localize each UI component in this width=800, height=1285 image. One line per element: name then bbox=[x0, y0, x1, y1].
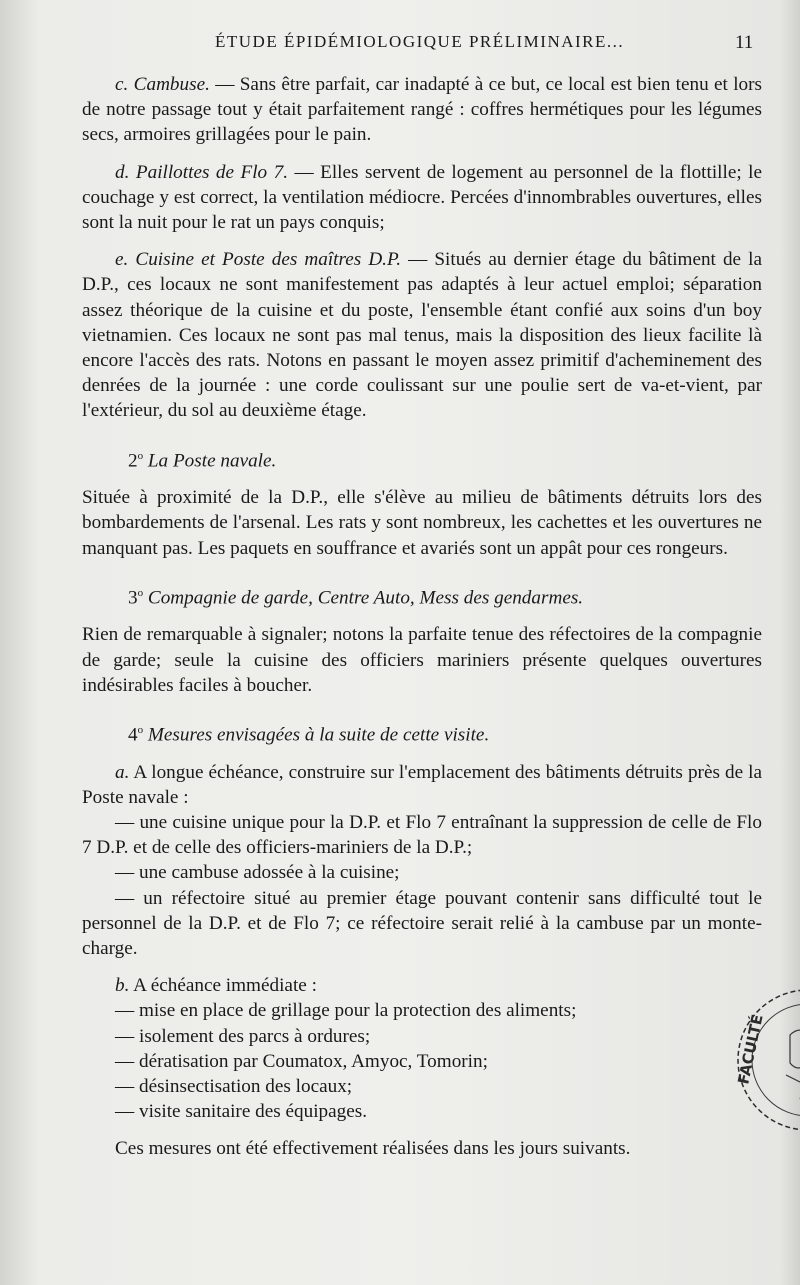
measure-b-item: — mise en place de grillage pour la protection des aliments; bbox=[115, 1000, 577, 1022]
section-text-3: Rien de remarquable à signaler; notons la parfaite tenue des réfectoires de la compagnie de garde; seule la cuisine des officiers mariniers présente quelques ouvertures indésirables faciles à boucher. bbox=[82, 624, 762, 696]
measure-b-item: — désinsectisation des locaux; bbox=[115, 1076, 353, 1098]
paragraph-text: — Situés au dernier étage du bâtiment de la D.P., ces locaux ne sont manifestement pas adaptés à leur actuel emploi; séparation assez théorique de la cuisine et du poste, l'ensemble étant confié aux soins d'un boy vietnamien. Ces locaux ne sont pas mal tenus, mais la disposition des lieux facilite là encore l'accès des rats. Notons en passant le moyen assez primitif d'acheminement des denrées de la journée : une corde coulissant sur une poulie sert de va-et-vient, par l'extérieur, du sol au deuxième étage. bbox=[82, 249, 762, 422]
item-title: Cambuse. bbox=[133, 74, 210, 95]
paragraph-e bbox=[82, 247, 762, 423]
item-label: c. bbox=[115, 74, 129, 95]
item-label: d. bbox=[115, 161, 130, 183]
page-number: 11 bbox=[735, 32, 754, 53]
paragraph-text: — Elles servent de logement au personnel de la flottille; le couchage y est correct, la ventilation médiocre. Percées d'innombrables ouvertures, elles sont la nuit pour le rat un pays conquis; bbox=[82, 161, 762, 234]
measure-a-item: — un réfectoire situé au premier étage pouvant contenir sans difficulté tout le personnel de la D.P. et de Flo 7; ce réfectoire serait relié à la cambuse par un monte-charge. bbox=[82, 887, 762, 960]
measure-a-item: — une cuisine unique pour la D.P. et Flo 7 entraînant la suppression de celle de Flo 7 D.P. et de celle des officiers-mariniers de la D.P.; bbox=[82, 812, 762, 859]
measure-a-item: — une cambuse adossée à la cuisine; bbox=[115, 862, 400, 884]
measure-b: b. A échéance immédiate : bbox=[115, 975, 317, 997]
section-text-2: Située à proximité de la D.P., elle s'élève au milieu de bâtiments détruits lors des bombardements de l'arsenal. Les rats y sont nombreux, les cachettes et les ouvertures ne manquant pas. Les paquets en souffrance et avariés sont un appât pour ces rongeurs. bbox=[82, 487, 762, 559]
item-label: e. bbox=[115, 249, 129, 271]
conclusion: Ces mesures ont été effectivement réalisées dans les jours suivants. bbox=[115, 1138, 631, 1160]
paragraph-c bbox=[82, 72, 762, 148]
faculty-stamp bbox=[728, 965, 800, 1155]
body-text bbox=[82, 72, 762, 1162]
item-title: Paillottes de Flo 7. bbox=[135, 161, 288, 183]
paragraph-d bbox=[82, 160, 762, 236]
paragraph-text: — Sans être parfait, car inadapté à ce but, ce local est bien tenu et lors de notre passage tout y était parfaitement rangé : coffres hermétiques pour les légumes secs, armoires grillagées pour le pain. bbox=[82, 74, 762, 146]
section-heading-2: 2$^o$ La Poste navale. bbox=[128, 449, 277, 472]
stamp-text: FACULTÉ bbox=[734, 1012, 767, 1086]
item-label: b. bbox=[115, 975, 130, 997]
measure-b-item: — dératisation par Coumatox, Amyoc, Tomorin; bbox=[115, 1050, 488, 1072]
section-heading-4: 4$^o$ Mesures envisagées à la suite de cette visite. bbox=[128, 724, 490, 746]
measure-b-item: — isolement des parcs à ordures; bbox=[115, 1025, 371, 1047]
item-title: Cuisine et Poste des maîtres D.P. bbox=[135, 249, 402, 271]
item-label: a. bbox=[115, 761, 130, 783]
running-title: ÉTUDE ÉPIDÉMIOLOGIQUE PRÉLIMINAIRE... bbox=[215, 32, 625, 51]
section-heading-3: 3$^o$ Compagnie de garde, Centre Auto, Mess des gendarmes. bbox=[128, 586, 584, 609]
measure-a: a. A longue échéance, construire sur l'emplacement des bâtiments détruits près de la Poste navale : bbox=[82, 761, 762, 808]
measure-b-item: — visite sanitaire des équipages. bbox=[115, 1101, 368, 1123]
